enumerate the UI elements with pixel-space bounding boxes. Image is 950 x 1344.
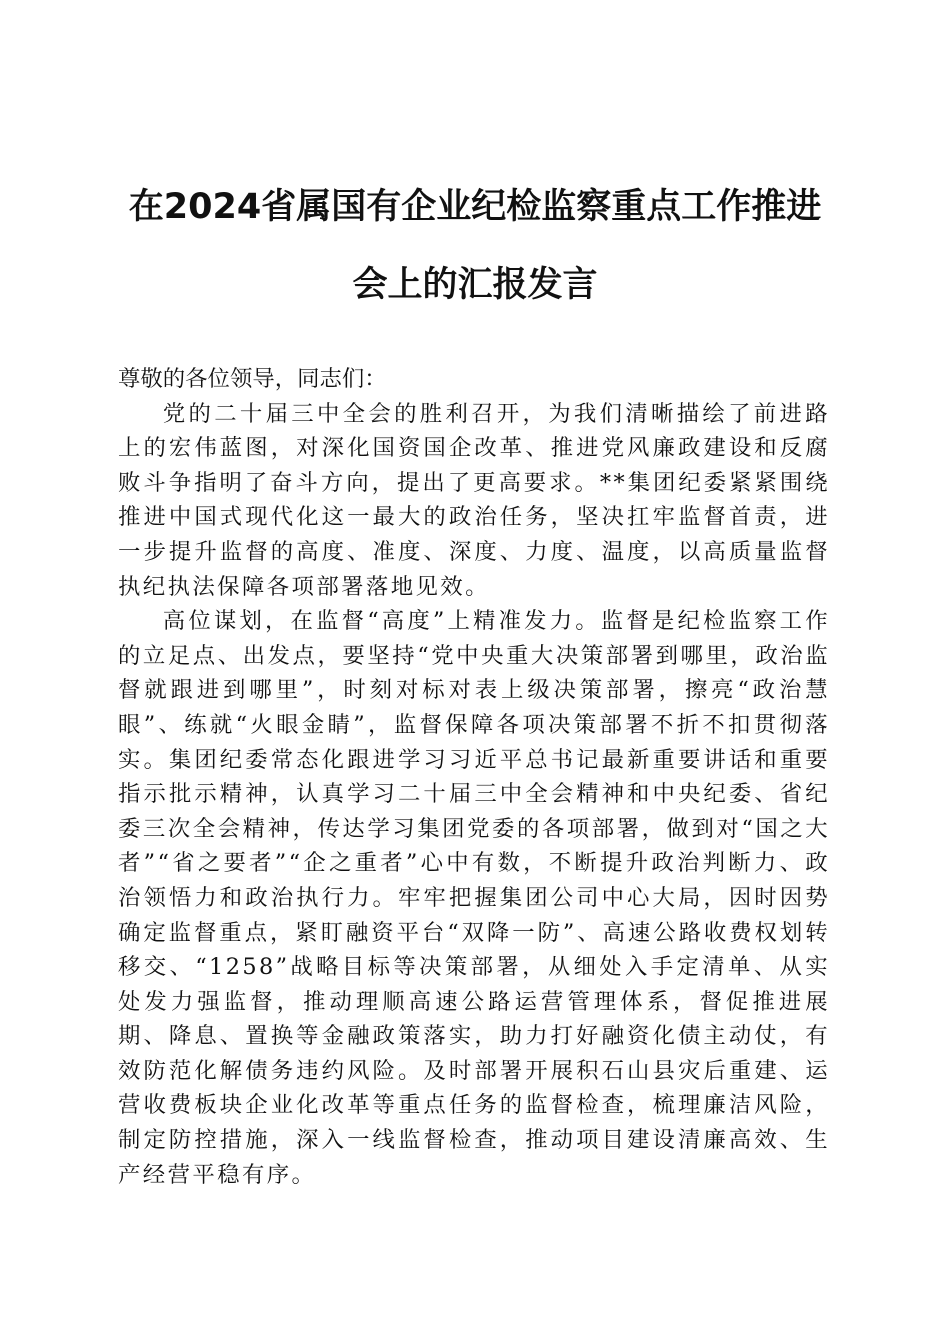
title-line-1: 在2024省属国有企业纪检监察重点工作推进 <box>128 187 822 227</box>
title-line-2: 会上的汇报发言 <box>352 265 598 305</box>
document-body <box>118 362 830 1192</box>
paragraph-2: 高位谋划，在监督“高度”上精准发力。监督是纪检监察工作的立足点、出发点，要坚持“党中央重大决策部署到哪里，政治监督就跟进到哪里”，时刻对标对表上级决策部署，擦亮“政治慧眼”、练就“火眼金睛”，监督保障各项决策部署不折不扣贯彻落实。集团纪委常态化跟进学习习近平总书记最新重要讲话和重要指示批示精神，认真学习二十届三中全会精神和中央纪委、省纪委三次全会精神，传达学习集团党委的各项部署，做到对“国之大者”“省之要者”“企之重者”心中有数，不断提升政治判断力、政治领悟力和政治执行力。牢牢把握集团公司中心大局，因时因势确定监督重点，紧盯融资平台“双降一防”、高速公路收费权划转移交、“1258”战略目标等决策部署，从细处入手定清单、从实处发力强监督，推动理顺高速公路运营管理体系，督促推进展期、降息、置换等金融政策落实，助力打好融资化债主动仗，有效防范化解债务违约风险。及时部署开展积石山县灾后重建、运营收费板块企业化改革等重点任务的监督检查，梳理廉洁风险，制定防控措施，深入一线监督检查，推动项目建设清廉高效、生产经营平稳有序。 <box>118 608 830 1188</box>
document-title <box>110 168 840 324</box>
salutation: 尊敬的各位领导，同志们： <box>118 366 387 392</box>
paragraph-1: 党的二十届三中全会的胜利召开，为我们清晰描绘了前进路上的宏伟蓝图，对深化国资国企改革、推进党风廉政建设和反腐败斗争指明了奋斗方向，提出了更高要求。**集团纪委紧紧围绕推进中国式现代化这一最大的政治任务，坚决扛牢监督首责，进一步提升监督的高度、准度、深度、力度、温度，以高质量监督执纪执法保障各项部署落地见效。 <box>118 400 830 600</box>
